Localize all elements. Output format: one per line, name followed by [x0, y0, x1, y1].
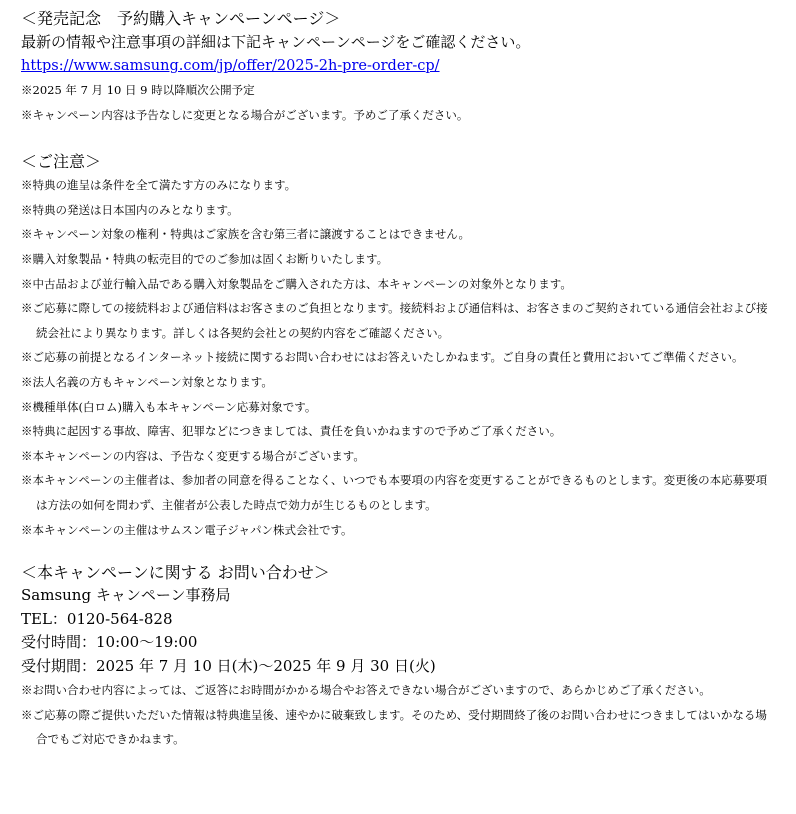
release-heading: ＜発売記念 予約購入キャンペーンページ＞ [21, 9, 341, 28]
caution-item: ※購入対象製品・特典の転売目的でのご参加は固くお断りいたします。 [21, 251, 389, 266]
release-section [21, 8, 773, 127]
caution-item: ※特典に起因する事故、障害、犯罪などにつきましては、責任を負いかねますので予めご了承ください。 [21, 424, 562, 439]
contact-note: ※お問い合わせ内容によっては、ご返答にお時間がかかる場合やお答えできない場合がございますので、あらかじめご了承ください。 [21, 683, 711, 698]
contact-heading: ＜本キャンペーンに関する お問い合わせ＞ [21, 563, 330, 583]
caution-section [21, 151, 773, 542]
caution-item: ※ご応募の前提となるインターネット接続に関するお問い合わせにはお答えいたしかねます。ご自身の責任と費用においてご準備ください。 [21, 350, 744, 365]
section-spacer [21, 127, 773, 151]
caution-item: ※本キャンペーンの主催者は、参加者の同意を得ることなく、いつでも本要項の内容を変更することができるものとします。変更後の本応募要項は方法の如何を問わず、主催者が公表した時点で効力が生じるものとします。 [21, 473, 768, 512]
section-spacer [21, 542, 773, 562]
caution-item: ※キャンペーン対象の権利・特典はご家族を含む第三者に譲渡することはできません。 [21, 227, 470, 242]
release-note: ※2025 年 7 月 10 日 9 時以降順次公開予定 [21, 83, 255, 97]
contact-section [21, 562, 773, 752]
caution-item: ※中古品および並行輸入品である購入対象製品をご購入された方は、本キャンペーンの対象外となります。 [21, 276, 572, 291]
contact-tel: TEL：0120-564-828 [21, 609, 173, 628]
release-lead-text: 最新の情報や注意事項の詳細は下記キャンペーンページをご確認ください。 [21, 33, 531, 51]
caution-item: ※本キャンペーンの主催はサムスン電子ジャパン株式会社です。 [21, 522, 353, 537]
caution-item: ※特典の進呈は条件を全て満たす方のみになります。 [21, 178, 297, 193]
caution-item: ※ご応募に際しての接続料および通信料はお客さまのご負担となります。接続料および通信料は、お客さまのご契約されている通信会社および接続会社により異なります。詳しくは各契約会社との契約内容をご確認ください。 [21, 301, 768, 340]
release-note: ※キャンペーン内容は予告なしに変更となる場合がございます。予めご了承ください。 [21, 107, 469, 122]
caution-item: ※特典の発送は日本国内のみとなります。 [21, 202, 239, 217]
campaign-notice [21, 8, 773, 752]
caution-item: ※法人名義の方もキャンペーン対象となります。 [21, 374, 273, 389]
contact-hours: 受付時間：10:00～19:00 [21, 633, 198, 652]
contact-period: 受付期間：2025 年 7 月 10 日(木)～2025 年 9 月 30 日(火) [21, 656, 436, 675]
campaign-page-link[interactable]: https://www.samsung.com/jp/offer/2025-2h-pre-order-cp/ [21, 58, 440, 74]
caution-item: ※機種単体(白ロム)購入も本キャンペーン応募対象です。 [21, 399, 317, 414]
caution-item: ※本キャンペーンの内容は、予告なく変更する場合がございます。 [21, 448, 365, 463]
caution-heading: ＜ご注意＞ [21, 152, 102, 172]
contact-office: Samsung キャンペーン事務局 [21, 586, 231, 605]
contact-note: ※ご応募の際ご提供いただいた情報は特典進呈後、速やかに破棄致します。そのため、受付期間終了後のお問い合わせにつきましてはいかなる場合でもご対応できかねます。 [21, 707, 767, 747]
